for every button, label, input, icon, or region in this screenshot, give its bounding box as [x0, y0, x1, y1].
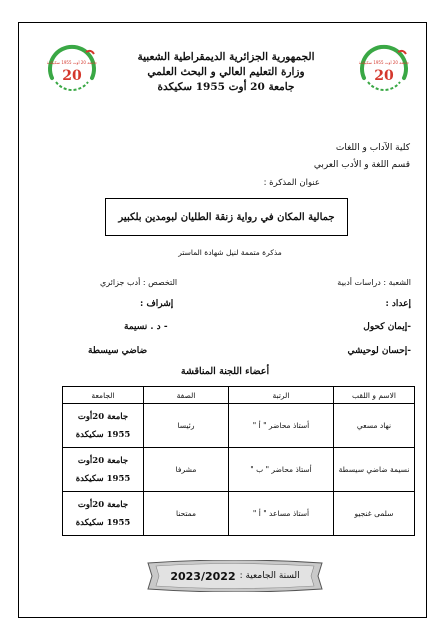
member-role: ممتحنا [144, 492, 229, 536]
academic-year [142, 560, 328, 592]
svg-text:جامعة 20 أوت 1955 سكيكدة: جامعة 20 أوت 1955 سكيكدة [358, 60, 410, 65]
memo-label: عنوان المذكرة : [263, 178, 320, 188]
supervisor-surname: ضاضي سيسطة [88, 346, 148, 356]
student-2: -إحسان لوحيشي [347, 346, 411, 356]
table-row [63, 448, 415, 492]
col-header-university: الجامعة [63, 387, 144, 404]
university-logo-left [42, 40, 102, 100]
col-header-name: الاسم و اللقب [334, 387, 415, 404]
member-role: مشرفا [144, 448, 229, 492]
university-line2: 1955 سكيكدة [75, 517, 131, 528]
table-header-row [63, 387, 415, 404]
member-rank: أستاذ محاضر " ب " [229, 448, 334, 492]
memo-title: جمالية المكان في رواية زنقة الطليان لبومدين بلكبير [118, 211, 335, 223]
table-row [63, 404, 415, 448]
academic-year-label: السنة الجامعية : [239, 571, 300, 581]
table-row [63, 492, 415, 536]
student-1: -إيمان كحول [363, 322, 411, 332]
faculty-name: كلية الآداب و اللغات [335, 143, 410, 153]
ministry-header [110, 50, 342, 95]
col-header-rank: الرتبة [229, 387, 334, 404]
svg-text:جامعة 20 أوت 1955 سكيكدة: جامعة 20 أوت 1955 سكيكدة [46, 60, 98, 65]
member-name: نسيمة ضاضي سيسطة [334, 448, 415, 492]
university-line2: 1955 سكيكدة [75, 473, 131, 484]
university-logo-right [354, 40, 414, 100]
academic-year-value: 2023/2022 [170, 569, 236, 583]
supervisor-name: - د . نسيمة [124, 322, 168, 332]
committee-title: أعضاء اللجنة المناقشة [180, 366, 270, 377]
faculty-block [314, 140, 410, 174]
member-university [63, 404, 144, 448]
header-university: جامعة 20 أوت 1955 سكيكدة [157, 81, 295, 93]
university-line1: جامعة 20أوت [77, 455, 129, 466]
specialty: التخصص : أدب جزائري [100, 278, 178, 287]
svg-text:20: 20 [62, 68, 82, 84]
university-line1: جامعة 20أوت [77, 411, 129, 422]
prepared-by-label: إعداد : [385, 299, 411, 309]
supervision-label: إشراف : [140, 299, 174, 309]
department-name: قسم اللغة و الأدب العربي [313, 160, 410, 170]
member-university [63, 492, 144, 536]
member-role: رئيسا [144, 404, 229, 448]
svg-text:20: 20 [374, 68, 394, 84]
committee-table [62, 386, 415, 536]
header-republic: الجمهورية الجزائرية الديمقراطية الشعبية [137, 51, 315, 63]
university-line1: جامعة 20أوت [77, 499, 129, 510]
memo-subtitle: مذكرة متممة لنيل شهادة الماستر [178, 248, 282, 257]
col-header-role: الصفة [144, 387, 229, 404]
header-ministry: وزارة التعليم العالي و البحث العلمي [147, 66, 305, 78]
member-name: نهاد مسعي [334, 404, 415, 448]
member-rank: أستاذ محاضر " أ " [229, 404, 334, 448]
branch: الشعبة : دراسات أدبية [337, 278, 411, 287]
memo-title-box [105, 198, 348, 236]
university-line2: 1955 سكيكدة [75, 429, 131, 440]
member-rank: أستاذ مساعد " أ " [229, 492, 334, 536]
member-name: سلمى غنجيو [334, 492, 415, 536]
member-university [63, 448, 144, 492]
